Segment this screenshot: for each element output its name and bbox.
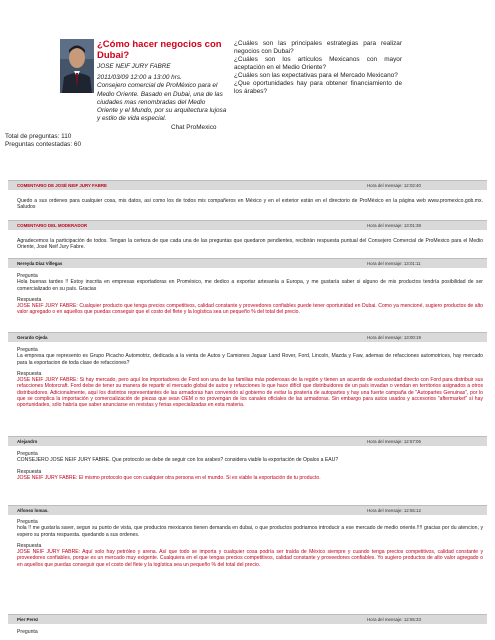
question-text: La empresa que represento es Grupo Picacho Automotriz, dedicada a la venta de Autos y Camiones Jaguar Land Rover, Ford, Lincoln, Mazda y Faw, ademas de refacciones automotrices, hay mercado para la exportacion de toda clase de refacciones? bbox=[17, 353, 483, 366]
message-header bbox=[8, 258, 487, 268]
message-body bbox=[17, 451, 483, 481]
message-body bbox=[17, 519, 483, 568]
session-datetime: 2011/03/09 12:00 a 13:00 hrs. bbox=[97, 74, 182, 82]
answer-text bbox=[17, 475, 483, 481]
message-author: Pier Perez bbox=[17, 617, 39, 622]
message-body bbox=[17, 629, 483, 635]
answered-questions: Preguntas contestadas: 60 bbox=[5, 141, 82, 148]
session-description: Consejero comercial de ProMéxico para el Medio Oriente. Basado en Dubai, una de las ciudades mas renombradas del Medio Oriente y el Mundo, por su arquitectura lujosa y estilo de vida especial. bbox=[97, 82, 227, 123]
question-label: Pregunta bbox=[17, 519, 38, 525]
respondent-name: JOSE NEIF JURY FABRE: bbox=[17, 377, 78, 384]
message-author: Nereyda Díaz Villegas bbox=[17, 261, 63, 266]
question-text: hola !! me gustaría saver, segun su punto de vista, que productos mexicanos tienen demanda en dubai, o que productos podriamos introducir a ese mercado de medio oriente.!!!! gracias por du atencion, y espero su pronta respuesta. quedando a sus ordenes. bbox=[17, 525, 483, 538]
message-header bbox=[8, 436, 487, 446]
respondent-name: JOSE NEIF JURY FABRE: bbox=[17, 303, 78, 310]
message-header bbox=[8, 505, 487, 515]
discussion-question: ¿Cuáles son las expectativas para el Mercado Mexicano? bbox=[234, 72, 398, 79]
message-author: Alfonso lomas. bbox=[17, 508, 49, 513]
message-body bbox=[17, 347, 483, 409]
session-title: ¿Cómo hacer negocios con Dubai? bbox=[97, 39, 222, 61]
discussion-questions bbox=[234, 40, 402, 96]
message-time: Hora del mensaje: 12:02:40 bbox=[367, 183, 421, 188]
message-body bbox=[17, 198, 483, 211]
message-author: Alejandro bbox=[17, 439, 38, 444]
message-header bbox=[8, 332, 487, 342]
answer-text bbox=[17, 303, 483, 316]
discussion-question: ¿Que oportunidades hay para obtener financiamiento de los árabes? bbox=[234, 80, 402, 95]
comment-text: Agradecemos la participación de todos. Tengan la certeza de que cada una de las preguntas que quedaron pendientes, recibirán respuesta puntual del Consejero Comercial de ProMexico para el Medio Oriente, José Neif Jury Fabre. bbox=[17, 238, 483, 251]
speaker-photo bbox=[60, 39, 94, 93]
message-header bbox=[8, 220, 487, 230]
question-text: Hola buenas tardes !! Estoy inscrita en empresas exportadoras en Proméxico, me dedico a exportar artesanía a Europa, y me gustaría saber si alguno de mis productos tendría posibilidad de ser comercializado en su país. Gracias bbox=[17, 279, 483, 292]
chat-label: Chat ProMexico bbox=[171, 124, 217, 131]
question-text: CONSEJERO JOSÉ NEIF JURY FABRE. Que protocolo se debe de seguir con los arabes? considera viable la exportación de Opalos a EAU? bbox=[17, 457, 339, 464]
answer-label: Respuesta bbox=[17, 370, 42, 377]
discussion-question: ¿Cuáles son los artículos Mexicanos con mayor aceptación en el Medio Oriente? bbox=[234, 56, 402, 71]
respondent-name: JOSE NEIF JURY FABRE: bbox=[17, 549, 81, 556]
answer-content: Si hay mercado, pero aquí los importadores de Ford son una de las familias más poderosas de la región y tienen un acuerdo de exclusividad directo con Ford para distribuir sus refacciones Motorcraft. Ford debe de tener su manera de repartir el mercado global de autos y refacciones lo que hace difícil que distribuidores de un país invadan o vendan en territorios asignados a otros distribuidores. Adicionalmente, aquí los distintos representantes de las armadoras han convenido al gobierno de evitar la piratería de autopartes y hay una fuerte campaña de "Autopartes Genuinas", por lo que se complica la importación y comercialización de piezas que sean OEM o no provengan de los canales oficiales de las armadoras. Sin embargo para autos usados y accesorios "aftermarket" sí hay oportunidades, sólo habría que saber anunciarse en revistas y ferias especializadas en esta materia. bbox=[17, 377, 484, 409]
question-label: Pregunta bbox=[17, 451, 38, 457]
message-time: Hora del mensaje: 12:57:06 bbox=[367, 439, 421, 444]
discussion-question: ¿Cuáles son las principales estrategias para realizar negocios con Dubai? bbox=[234, 40, 402, 55]
question-label: Pregunta bbox=[17, 273, 38, 279]
answer-label: Respuesta bbox=[17, 468, 42, 475]
message-time: Hora del mensaje: 13:01:11 bbox=[367, 261, 421, 266]
message-body bbox=[17, 273, 483, 316]
session-details bbox=[97, 63, 227, 123]
question-totals bbox=[5, 133, 81, 149]
message-time: Hora del mensaje: 13:00:19 bbox=[367, 335, 421, 340]
message-author: Gerardo Ojeda bbox=[17, 335, 48, 340]
answer-text bbox=[17, 377, 483, 408]
answer-text bbox=[17, 549, 483, 568]
answer-content: Aquí solo hay petróleo y arena. Así que todo se importa y cualquier cosa podría ser traída de México siempre y cuando tenga precios competitivos, calidad constante y proveedores confiables, porque es un mercado muy exigente. Cualquiera en el que tengas precios competitivos, calidad constante y proveedores confiables. Yo sugiero productos de alto valor agregado o en aquellos que puedas conseguir que el costo del flete y la logística sea un pequeño % del total del precio. bbox=[17, 549, 483, 568]
comment-text: Quedo a sus ordenes para cualquier cosa, mis datos, asi como los de todos mis compañeros en México y en el exterior están en el directorio de ProMéxico en la página web www.promexico.gob.mx. Saludos bbox=[17, 198, 483, 211]
speaker-name: JOSE NEIF JURY FABRE bbox=[97, 63, 171, 70]
answer-content: Cualquier producto que tenga precios competitivos, calidad constante y proveedores confiables puede tener oportunidad en Dubai. Como ya mencioné, sugiero productos de alto valor agregado o en aquellos que puedas conseguir que el costo del flete y la logística sea un pequeño % del total del precio. bbox=[17, 303, 483, 316]
message-header bbox=[8, 614, 487, 624]
answer-content: El mismo protocolo que con cualquier otra persona en el mundo. Si es viable la exportación de tu producto. bbox=[78, 474, 321, 481]
total-questions: Total de preguntas: 110 bbox=[5, 133, 72, 140]
message-body bbox=[17, 238, 483, 251]
message-time: Hora del mensaje: 12:55:33 bbox=[367, 617, 421, 622]
message-author: COMENTARIO DE JOSÉ NEIF JURY FABRE bbox=[17, 183, 107, 188]
message-time: Hora del mensaje: 13:01:38 bbox=[367, 223, 421, 228]
message-author: COMENTARIO DEL MODERADOR bbox=[17, 223, 88, 228]
message-header bbox=[8, 180, 487, 190]
question-label: Pregunta bbox=[17, 347, 38, 353]
question-label: Pregunta bbox=[17, 629, 38, 635]
answer-label: Respuesta bbox=[17, 296, 42, 303]
answer-label: Respuesta bbox=[17, 542, 42, 549]
respondent-name: JOSE NEIF JURY FABRE: bbox=[17, 474, 78, 481]
message-time: Hora del mensaje: 12:55:12 bbox=[367, 508, 421, 513]
